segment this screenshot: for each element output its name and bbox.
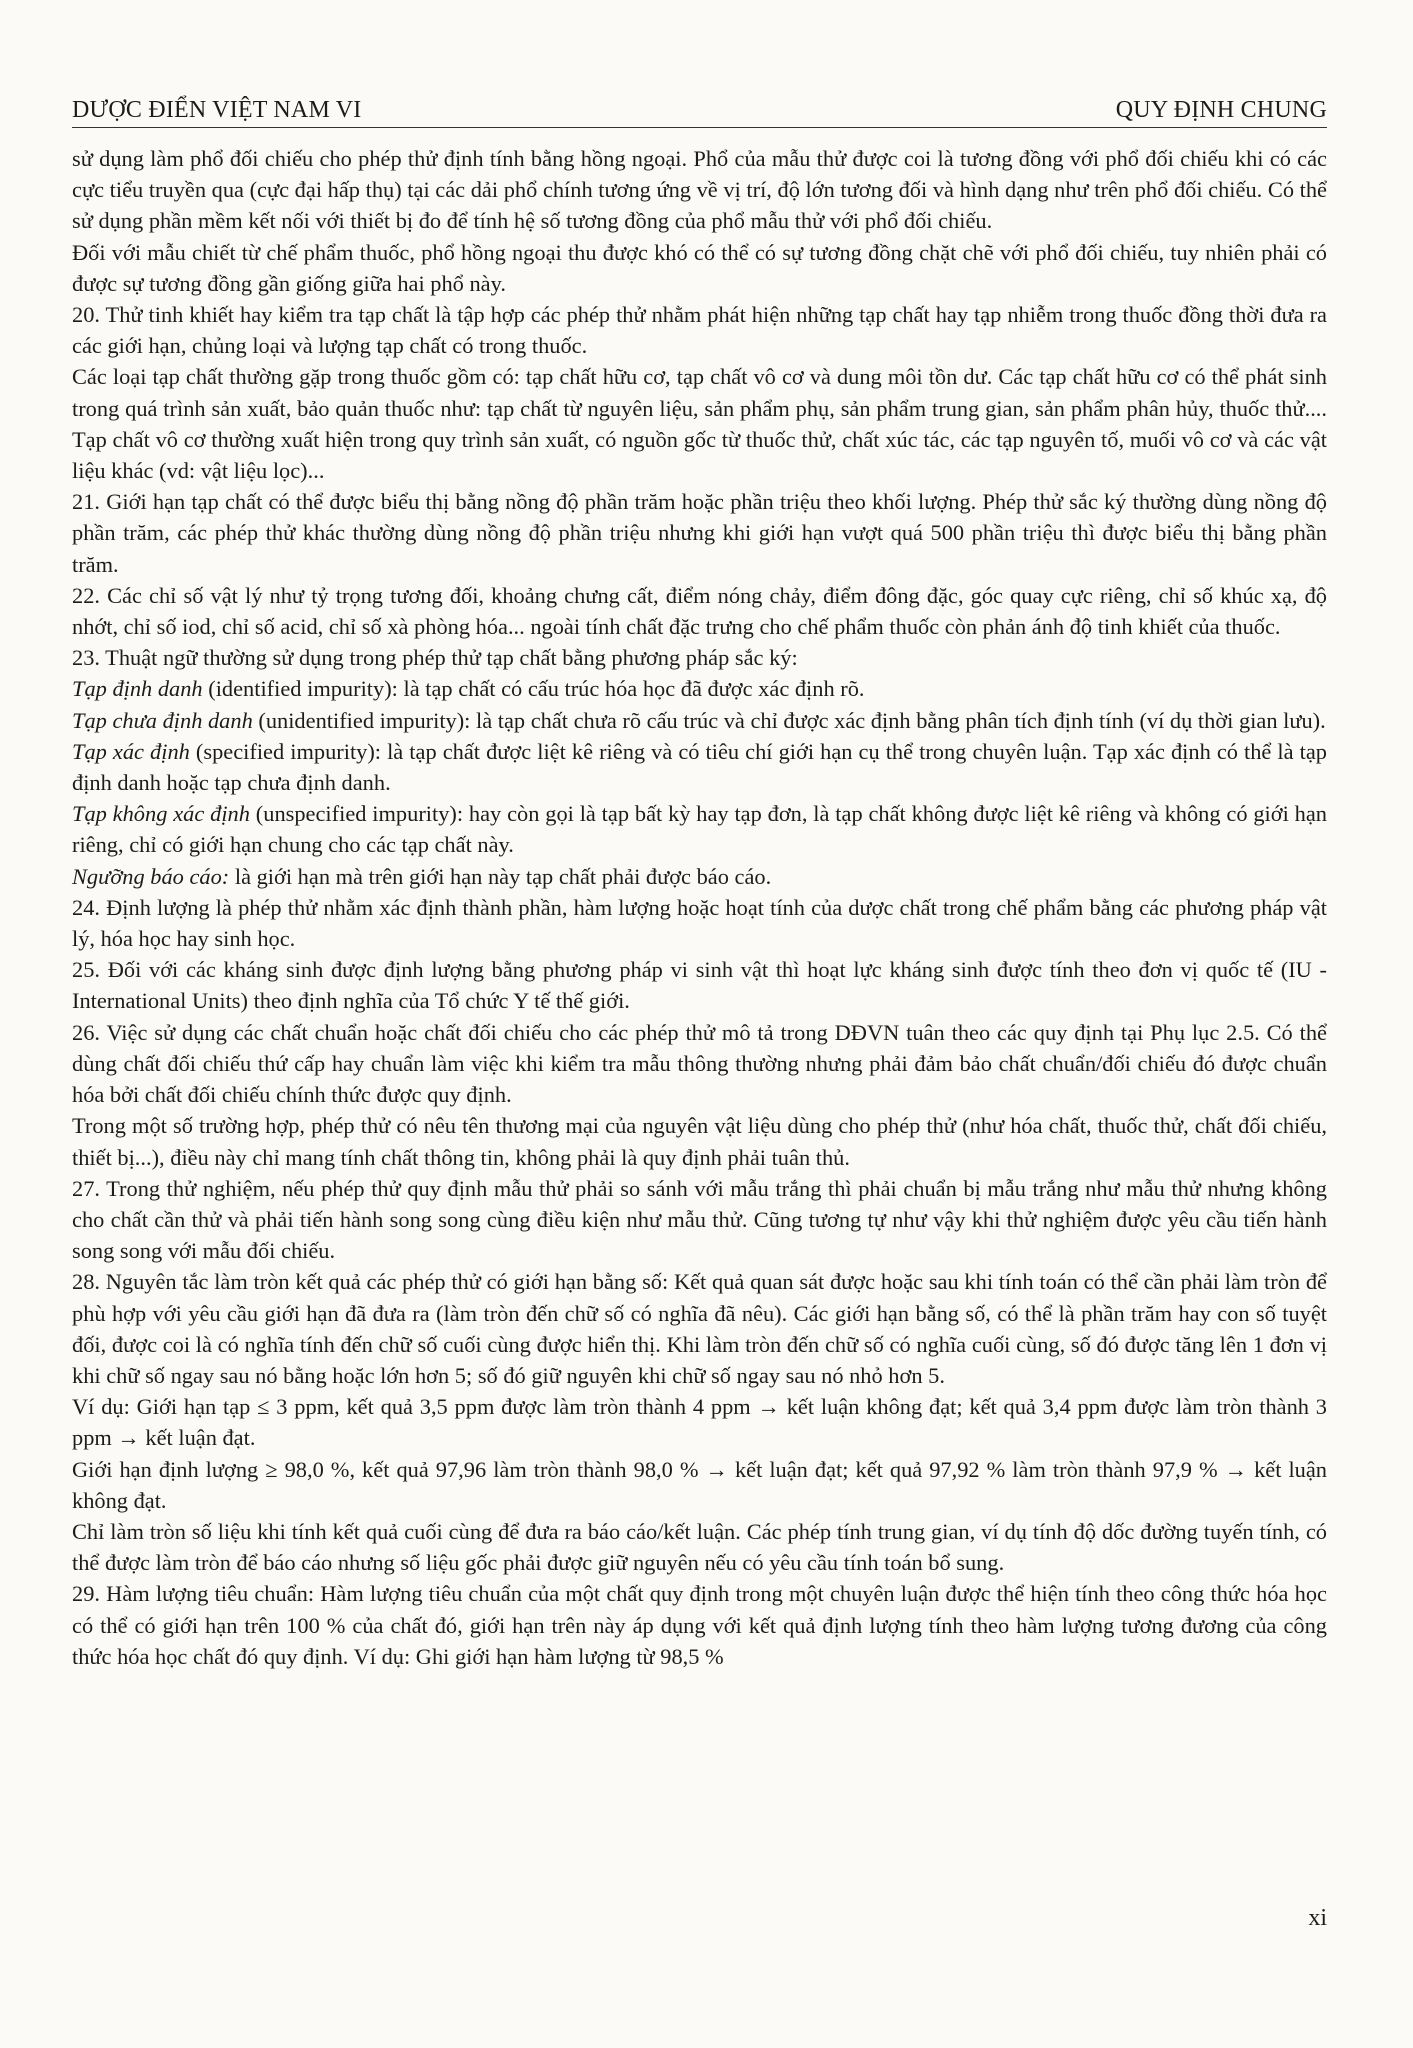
term-label: Tạp định danh [72,676,203,702]
paragraph [72,642,1327,673]
paragraph [72,736,1327,798]
paragraph [72,798,1327,860]
header-title: DƯỢC ĐIỂN VIỆT NAM VI [72,97,362,123]
paragraph [72,361,1327,486]
paragraph [72,486,1327,580]
paragraph-text: (unidentified impurity): là tạp chất chưa rõ cấu trúc và chỉ được xác định bằng phân tích định tính (ví dụ thời gian lưu). [252,707,1326,733]
header-divider [72,127,1327,128]
paragraph-text: là giới hạn mà trên giới hạn này tạp chất phải được báo cáo. [229,863,772,889]
paragraph [72,1516,1327,1578]
paragraph [72,237,1327,299]
paragraph [72,1454,1327,1516]
term-label: Tạp không xác định [72,801,250,827]
paragraph [72,1110,1327,1172]
paragraph [72,1391,1327,1453]
paragraph-text: 20. Thử tinh khiết hay kiểm tra tạp chất là tập hợp các phép thử nhằm phát hiện những tạp chất hay tạp nhiễm trong thuốc đồng thời đưa ra các giới hạn, chủng loại và lượng tạp chất có trong thuốc. [72,302,1327,359]
paragraph [72,1578,1327,1672]
paragraph-text: Trong một số trường hợp, phép thử có nêu tên thương mại của nguyên vật liệu dùng cho phép thử (như hóa chất, thuốc thử, chất đối chiếu, thiết bị...), điều này chỉ mang tính chất thông tin, không phải là quy định phải tuân thủ. [72,1113,1327,1170]
paragraph [72,954,1327,1016]
paragraph-text: Các loại tạp chất thường gặp trong thuốc gồm có: tạp chất hữu cơ, tạp chất vô cơ và dung môi tồn dư. Các tạp chất hữu cơ có thể phát sinh trong quá trình sản xuất, bảo quản thuốc như: tạp chất từ nguyên liệu, sản phẩm phụ, sản phẩm trung gian, sản phẩm phân hủy, thuốc thử.... Tạp chất vô cơ thường xuất hiện trong quy trình sản xuất, có nguồn gốc từ thuốc thử, chất xúc tác, các tạp nguyên tố, muối vô cơ và các vật liệu khác (vd: vật liệu lọc)... [72,364,1327,484]
paragraph-text: 27. Trong thử nghiệm, nếu phép thử quy định mẫu thử phải so sánh với mẫu trắng thì phải chuẩn bị mẫu trắng như mẫu thử nhưng không cho chất cần thử và phải tiến hành song song cùng điều kiện như mẫu thử. Cũng tương tự như vậy khi thử nghiệm được yêu cầu tiến hành song song với mẫu đối chiếu. [72,1175,1327,1264]
term-label: Ngưỡng báo cáo: [72,863,230,889]
paragraph [72,1017,1327,1111]
paragraph-text: Chỉ làm tròn số liệu khi tính kết quả cuối cùng để đưa ra báo cáo/kết luận. Các phép tính trung gian, ví dụ tính độ dốc đường tuyến tính, có thể được làm tròn để báo cáo nhưng số liệu gốc phải được giữ nguyên nếu có yêu cầu tính toán bổ sung. [72,1518,1327,1576]
paragraph-text: 22. Các chỉ số vật lý như tỷ trọng tương đối, khoảng chưng cất, điểm nóng chảy, điểm đông đặc, góc quay cực riêng, chỉ số khúc xạ, độ nhớt, chỉ số iod, chỉ số acid, chỉ số xà phòng hóa... ngoài tính chất đặc trưng cho chế phẩm thuốc còn phản ánh độ tinh khiết của thuốc. [72,582,1327,640]
paragraph [72,1173,1327,1267]
paragraph-text: 24. Định lượng là phép thử nhằm xác định thành phần, hàm lượng hoặc hoạt tính của dược chất trong chế phẩm bằng các phương pháp vật lý, hóa học hay sinh học. [72,894,1327,952]
paragraph-text: Ví dụ: Giới hạn tạp ≤ 3 ppm, kết quả 3,5 ppm được làm tròn thành 4 ppm → kết luận không đạt; kết quả 3,4 ppm được làm tròn thành 3 ppm → kết luận đạt. [72,1394,1327,1451]
paragraph-text: 23. Thuật ngữ thường sử dụng trong phép thử tạp chất bằng phương pháp sắc ký: [72,645,798,671]
running-header [72,94,1327,124]
paragraph-text: 29. Hàm lượng tiêu chuẩn: Hàm lượng tiêu chuẩn của một chất quy định trong một chuyên luận được thể hiện tính theo công thức hóa học có thể có giới hạn trên 100 % của chất đó, giới hạn trên này áp dụng với kết quả định lượng tính theo hàm lượng tương đương của công thức hóa học chất đó quy định. Ví dụ: Ghi giới hạn hàm lượng từ 98,5 % [72,1581,1327,1669]
paragraph-text: 21. Giới hạn tạp chất có thể được biểu thị bằng nồng độ phần trăm hoặc phần triệu theo khối lượng. Phép thử sắc ký thường dùng nồng độ phần trăm, các phép thử khác thường dùng nồng độ phần triệu nhưng khi giới hạn vượt quá 500 phần triệu thì được biểu thị bằng phần trăm. [72,489,1327,577]
page-number: xi [1308,1905,1327,1931]
paragraph [72,705,1327,736]
paragraph-text: Đối với mẫu chiết từ chế phẩm thuốc, phổ hồng ngoại thu được khó có thể có sự tương đồng chặt chẽ với phổ đối chiếu, tuy nhiên phải có được sự tương đồng gần giống giữa hai phổ này. [72,239,1327,296]
paragraph [72,892,1327,954]
paragraph-text: sử dụng làm phổ đối chiếu cho phép thử định tính bằng hồng ngoại. Phổ của mẫu thử được coi là tương đồng với phổ đối chiếu khi có các cực tiểu truyền qua (cực đại hấp thụ) tại các dải phổ chính tương ứng về vị trí, độ lớn tương đối và hình dạng như trên phổ đối chiếu. Có thể sử dụng phần mềm kết nối với thiết bị đo để tính hệ số tương đồng của phổ mẫu thử với phổ đối chiếu. [72,146,1327,234]
paragraph [72,673,1327,704]
paragraph-text: (unspecified impurity): hay còn gọi là tạp bất kỳ hay tạp đơn, là tạp chất không được liệt kê riêng và không có giới hạn riêng, chỉ có giới hạn chung cho các tạp chất này. [72,801,1328,858]
paragraph [72,1266,1327,1391]
paragraph-text: 25. Đối với các kháng sinh được định lượng bằng phương pháp vi sinh vật thì hoạt lực kháng sinh được tính theo đơn vị quốc tế (IU - International Units) theo định nghĩa của Tổ chức Y tế thế giới. [72,957,1327,1014]
header-section: QUY ĐỊNH CHUNG [1115,97,1327,123]
paragraph [72,299,1327,361]
paragraph-text: (identified impurity): là tạp chất có cấu trúc hóa học đã được xác định rõ. [202,676,865,702]
paragraph [72,580,1327,642]
term-label: Tạp chưa định danh [72,707,253,733]
term-label: Tạp xác định [72,738,190,764]
paragraph-text: 28. Nguyên tắc làm tròn kết quả các phép thử có giới hạn bằng số: Kết quả quan sát được hoặc sau khi tính toán có thể cần phải làm tròn để phù hợp với yêu cầu giới hạn đã đưa ra (làm tròn đến chữ số có nghĩa đã nêu). Các giới hạn bằng số, có thể là phần trăm hay con số tuyệt đối, được coi là có nghĩa tính đến chữ số cuối cùng được hiển thị. Khi làm tròn đến chữ số có nghĩa cuối cùng, số đó được tăng lên 1 đơn vị khi chữ số ngay sau nó bằng hoặc lớn hơn 5; số đó giữ nguyên khi chữ số ngay sau nó nhỏ hơn 5. [72,1269,1327,1388]
paragraph-text: Giới hạn định lượng ≥ 98,0 %, kết quả 97,96 làm tròn thành 98,0 % → kết luận đạt; kết quả 97,92 % làm tròn thành 97,9 % → kết luận không đạt. [72,1456,1327,1513]
paragraph [72,143,1327,237]
paragraph-text: 26. Việc sử dụng các chất chuẩn hoặc chất đối chiếu cho các phép thử mô tả trong DĐVN tuân theo các quy định tại Phụ lục 2.5. Có thể dùng chất đối chiếu thứ cấp hay chuẩn làm việc khi kiểm tra mẫu thông thường nhưng phải đảm bảo chất chuẩn/đối chiếu đó được chuẩn hóa bởi chất đối chiếu chính thức được quy định. [72,1019,1327,1108]
paragraph-text: (specified impurity): là tạp chất được liệt kê riêng và có tiêu chí giới hạn cụ thể trong chuyên luận. Tạp xác định có thể là tạp định danh hoặc tạp chưa định danh. [72,738,1327,796]
paragraph [72,861,1327,892]
body-text [72,143,1327,1672]
